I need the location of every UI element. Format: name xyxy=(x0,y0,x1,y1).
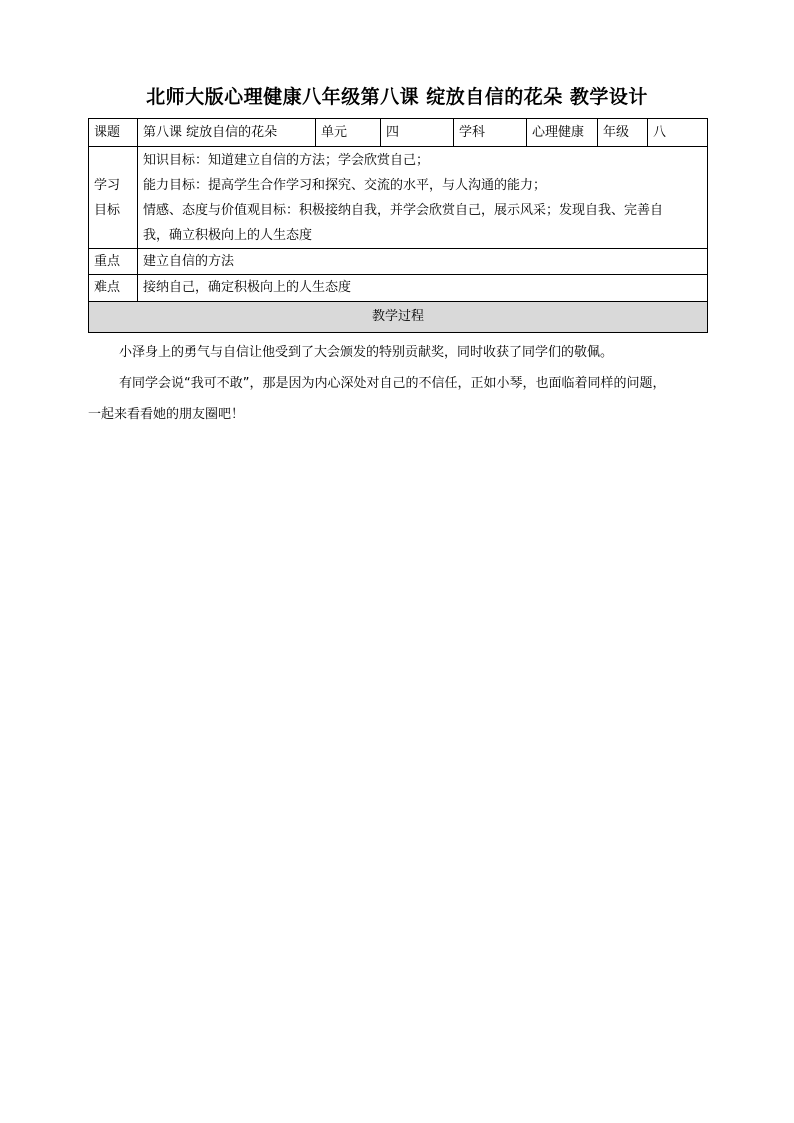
body-paragraph-2-line-2 xyxy=(88,399,707,430)
table-row-difficulty xyxy=(89,275,708,302)
table-row-teaching-process xyxy=(89,302,708,333)
grade-value: 八 xyxy=(648,119,708,147)
body-paragraph-1 xyxy=(88,337,707,368)
table-row-header-info xyxy=(89,119,708,147)
grade-label: 年级 xyxy=(598,119,648,147)
focus-value: 建立自信的方法 xyxy=(138,249,708,275)
focus-label: 重点 xyxy=(89,249,138,275)
topic-value: 第八课 绽放自信的花朵 xyxy=(138,119,316,147)
lesson-info-table xyxy=(88,118,708,333)
attitude-goal-continued: 我，确立积极向上的人生态度 xyxy=(143,227,313,243)
learning-goals-label-line2: 目标 xyxy=(94,202,121,218)
learning-goals-label xyxy=(89,147,138,249)
difficulty-value: 接纳自己，确定积极向上的人生态度 xyxy=(138,275,708,302)
subject-value: 心理健康 xyxy=(527,119,598,147)
learning-goals-label-line1: 学习 xyxy=(94,177,121,193)
difficulty-label: 难点 xyxy=(89,275,138,302)
topic-label: 课题 xyxy=(89,119,138,147)
document-title: 北师大版心理健康八年级第八课 绽放自信的花朵 教学设计 xyxy=(146,86,648,108)
learning-goals-content xyxy=(138,147,708,249)
table-row-focus xyxy=(89,249,708,275)
knowledge-goal: 知识目标：知道建立自信的方法；学会欣赏自己； xyxy=(143,152,430,168)
unit-value: 四 xyxy=(381,119,454,147)
unit-label: 单元 xyxy=(316,119,381,147)
body-paragraph-2-line-1 xyxy=(88,368,707,399)
subject-label: 学科 xyxy=(454,119,527,147)
body-paragraph-2-text-2: 一起来看看她的朋友圈吧！ xyxy=(88,407,245,422)
teaching-process-header: 教学过程 xyxy=(89,302,708,333)
body-paragraph-1-text: 小泽身上的勇气与自信让他受到了大会颁发的特别贡献奖，同时收获了同学们的敬佩。 xyxy=(119,345,614,360)
body-paragraph-2-text-1: 有同学会说“我可不敢”，那是因为内心深处对自己的不信任，正如小琴，也面临着同样的问题， xyxy=(119,376,666,391)
ability-goal: 能力目标：提高学生合作学习和探究、交流的水平，与人沟通的能力； xyxy=(143,177,547,193)
attitude-goal: 情感、态度与价值观目标：积极接纳自我，并学会欣赏自己，展示风采；发现自我、完善自 xyxy=(143,202,664,218)
table-row-learning-goals xyxy=(89,147,708,249)
